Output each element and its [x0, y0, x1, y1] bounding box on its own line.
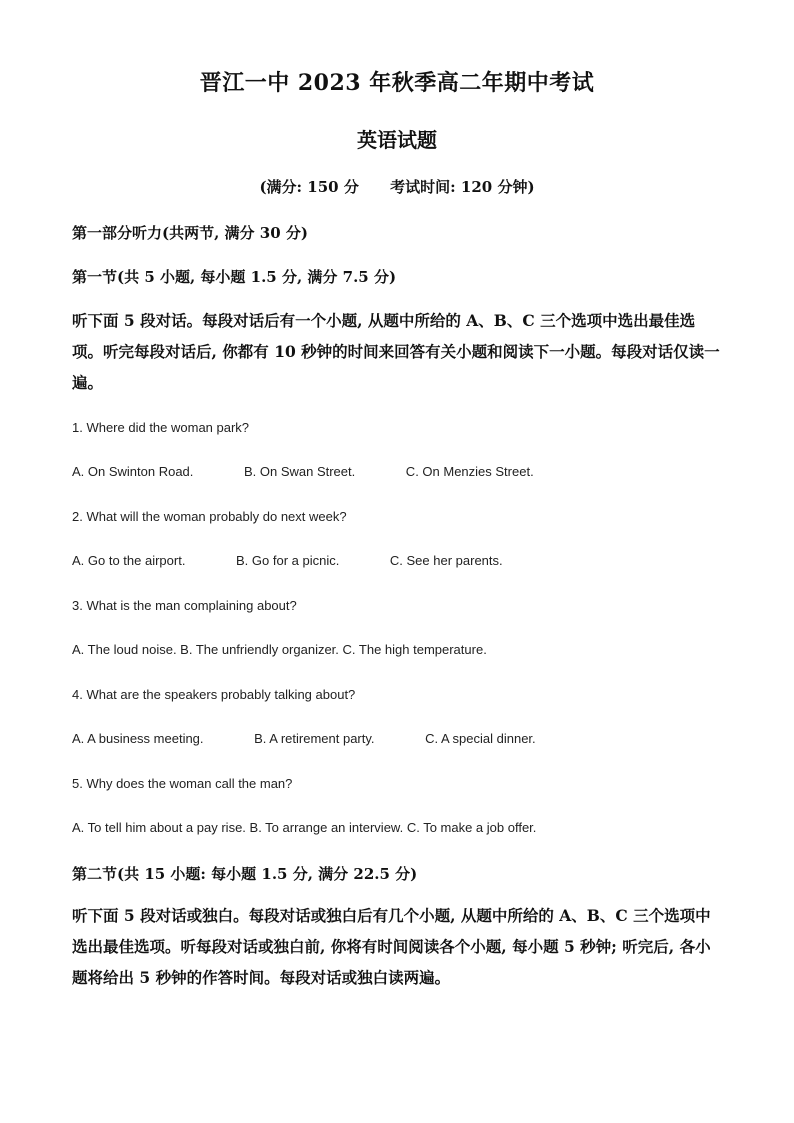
exam-subtitle: 英语试题 — [357, 128, 437, 152]
section2-instructions: 听下面 5 段对话或独白。每段对话或独白后有几个小题, 从题中所给的 A、B、C 三个选项中选出最佳选项。听每段对话或独白前, 你将有时间阅读各个小题, 每小题 5 秒钟; 听完后, 各小题将给出 5 秒钟的作答时间。每段对话或独白读两遍。 — [72, 906, 711, 987]
exam-title: 晋江一中 2023 年秋季高二年期中考试 — [199, 70, 595, 96]
section1-heading: 第一节(共 5 小题, 每小题 1.5 分, 满分 7.5 分) — [72, 268, 397, 286]
question-options: A. Go to the airport. B. Go for a picnic. C. See her parents. — [72, 553, 503, 568]
score-info: (满分: 150 分 考试时间: 120 分钟) — [259, 178, 535, 196]
question-options: A. On Swinton Road. B. On Swan Street. C. On Menzies Street. — [72, 464, 534, 479]
part1-heading: 第一部分听力(共两节, 满分 30 分) — [72, 224, 308, 242]
question-stem: 1. Where did the woman park? — [72, 420, 250, 435]
section1-instructions: 听下面 5 段对话。每段对话后有一个小题, 从题中所给的 A、B、C 三个选项中选出最佳选项。听完每段对话后, 你都有 10 秒钟的时间来回答有关小题和阅读下一小题。每段对话仅读一遍。 — [72, 311, 720, 392]
question-stem: 2. What will the woman probably do next week? — [72, 509, 347, 524]
section2-heading: 第二节(共 15 小题: 每小题 1.5 分, 满分 22.5 分) — [72, 865, 418, 883]
question-options: A. A business meeting. B. A retirement party. C. A special dinner. — [72, 731, 536, 746]
question-stem: 5. Why does the woman call the man? — [72, 776, 293, 791]
question-stem: 4. What are the speakers probably talking about? — [72, 687, 356, 702]
question-stem: 3. What is the man complaining about? — [72, 598, 297, 613]
question-options: A. The loud noise. B. The unfriendly organizer. C. The high temperature. — [72, 642, 487, 657]
question-options: A. To tell him about a pay rise. B. To arrange an interview. C. To make a job offer. — [72, 820, 537, 835]
